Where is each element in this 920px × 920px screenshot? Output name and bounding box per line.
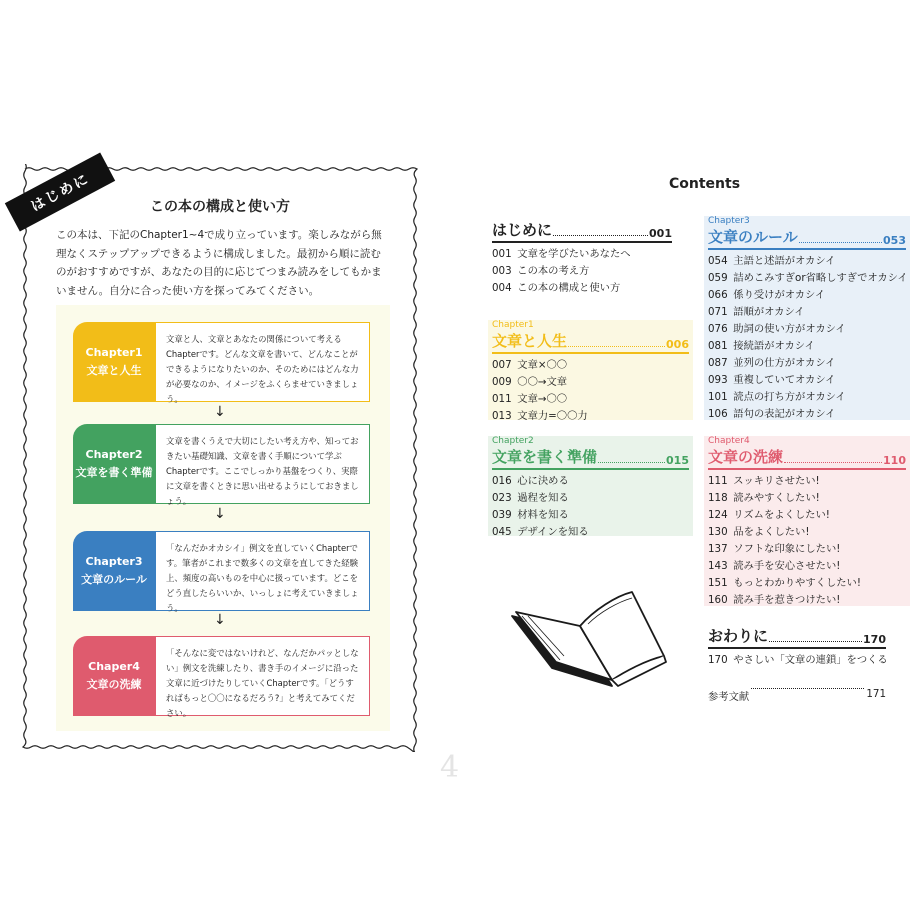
flow-chapter-4: [73, 636, 370, 716]
flow-chapter-1: [73, 322, 370, 402]
toc-section-chapter1: [488, 320, 693, 420]
flow-arrow-3: ↓: [214, 612, 226, 628]
toc-item-title: 文章→〇〇: [514, 393, 568, 405]
toc-c1-heading: [492, 331, 689, 351]
toc-item: [708, 270, 906, 287]
toc-item-title: この本の構成と使い方: [514, 282, 621, 294]
toc-end-title: おわりに: [708, 627, 769, 645]
toc-item-page: 007: [492, 359, 512, 371]
toc-item: [492, 280, 672, 297]
leader-dots: [784, 462, 882, 463]
toc-item: [492, 408, 689, 425]
toc-c2-rule: [492, 468, 689, 470]
toc-item-page: 066: [708, 289, 728, 301]
toc-item-title: 語句の表記がオカシイ: [730, 408, 836, 420]
toc-item-page: 160: [708, 594, 728, 606]
toc-item-title: この本の考え方: [514, 265, 590, 277]
contents-title: Contents: [669, 176, 741, 192]
toc-c1-page: 006: [666, 338, 689, 351]
toc-item: [708, 558, 906, 575]
toc-item-title: 助詞の使い方がオカシイ: [730, 323, 846, 335]
toc-c4-rule: [708, 468, 906, 470]
chapter-2-label-box: [73, 424, 155, 504]
toc-item: [492, 391, 689, 408]
toc-item-title: もっとわかりやすくしたい!: [730, 577, 861, 589]
toc-c4-heading: [708, 447, 906, 467]
toc-item-page: 016: [492, 475, 512, 487]
toc-item: [708, 592, 906, 609]
toc-item-page: 170: [708, 654, 728, 666]
toc-c1-list: [492, 357, 689, 425]
toc-item-page: 009: [492, 376, 512, 388]
toc-item-title: 読みやすくしたい!: [730, 492, 820, 504]
toc-item-title: 過程を知る: [514, 492, 569, 504]
toc-item-page: 011: [492, 393, 512, 405]
toc-section-chapter3: [704, 216, 910, 420]
toc-item-page: 124: [708, 509, 728, 521]
chapter-4-title: 文章の洗練: [86, 678, 142, 691]
toc-item: [708, 372, 906, 389]
chapter-4-desc: 「そんなに変ではないけれど、なんだかパッとしない」例文を洗練したり、書き手のイメージに沿った文章に近づけたりしていくChapterです。「どうすればもっと〇〇になるだろう?」と考えてみてください。: [155, 636, 370, 716]
toc-c3-page: 053: [883, 234, 906, 247]
chapter-1-label-box: [73, 322, 155, 402]
toc-item-title: 〇〇→文章: [514, 376, 568, 388]
toc-item: [708, 287, 906, 304]
leader-dots: [553, 235, 648, 236]
toc-item: [492, 374, 689, 391]
leader-dots: [751, 688, 864, 689]
toc-intro-rule: [492, 241, 672, 243]
leader-dots: [769, 641, 862, 642]
toc-intro-list: [492, 246, 672, 297]
toc-item-title: 品をよくしたい!: [730, 526, 810, 538]
references-label: 参考文献: [708, 691, 750, 703]
toc-item-title: 文章を学びたいあなたへ: [514, 248, 631, 260]
toc-item: [492, 524, 689, 541]
toc-item: [708, 473, 906, 490]
toc-item: [708, 321, 906, 338]
chapter-3-label-box: [73, 531, 155, 611]
toc-end-list: [708, 652, 886, 669]
toc-item-page: 054: [708, 255, 728, 267]
toc-item: [492, 507, 689, 524]
toc-intro-page: 001: [649, 227, 672, 240]
toc-c2-page: 015: [666, 454, 689, 467]
toc-c2-heading: [492, 447, 689, 467]
toc-item: [708, 575, 906, 592]
toc-item-page: 013: [492, 410, 512, 422]
toc-item: [708, 338, 906, 355]
toc-item: [492, 357, 689, 374]
toc-section-chapter4: [704, 436, 910, 606]
flow-chapter-2: [73, 424, 370, 504]
toc-section-ending: [708, 626, 886, 669]
chapter-4-label-box: [73, 636, 155, 716]
toc-item-title: 並列の仕方がオカシイ: [730, 357, 836, 369]
toc-item: [492, 263, 672, 280]
toc-end-page: 170: [863, 633, 886, 646]
toc-c3-title: 文章のルール: [708, 228, 798, 246]
toc-item-title: デザインを知る: [514, 526, 589, 538]
toc-item-page: 130: [708, 526, 728, 538]
toc-item: [708, 389, 906, 406]
toc-c2-title: 文章を書く準備: [492, 448, 598, 466]
toc-c4-title: 文章の洗練: [708, 448, 784, 466]
toc-item-title: 読み手を惹きつけたい!: [730, 594, 841, 606]
toc-c4-page: 110: [883, 454, 906, 467]
chapter-4-label: Chaper4: [88, 660, 140, 673]
intro-title: この本の構成と使い方: [150, 199, 290, 215]
toc-item: [708, 652, 886, 669]
toc-c3-caption: Chapter3: [708, 216, 750, 226]
chapter-1-desc: 文章と人、文章とあなたの関係について考えるChapterです。どんな文章を書いて、どんなことができるようになりたいのか、そのためにはどんな力が必要なのか、イメージをふくらませていきましょう。: [155, 322, 370, 402]
toc-item-page: 076: [708, 323, 728, 335]
toc-end-rule: [708, 647, 886, 649]
toc-c2-caption: Chapter2: [492, 436, 534, 446]
toc-c2-list: [492, 473, 689, 541]
toc-item: [708, 490, 906, 507]
chapter-3-desc: 「なんだかオカシイ」例文を直していくChapterです。筆者がこれまで数多くの文章を直してきた経験上、頻度の高いものを中心に扱っています。どこをどう直したらいいか、いっしょに考えていきましょう。: [155, 531, 370, 611]
toc-item: [492, 473, 689, 490]
intro-tag: はじめに: [5, 153, 115, 232]
toc-item: [708, 406, 906, 423]
toc-item-page: 118: [708, 492, 728, 504]
toc-item-title: 心に決める: [514, 475, 569, 487]
toc-item-title: 材料を知る: [514, 509, 569, 521]
toc-references: [708, 688, 886, 703]
toc-item-title: 読み手を安心させたい!: [730, 560, 841, 572]
toc-item-page: 151: [708, 577, 728, 589]
toc-item-page: 045: [492, 526, 512, 538]
toc-item-title: 重複していてオカシイ: [730, 374, 836, 386]
toc-item-title: 文章×〇〇: [514, 359, 568, 371]
toc-item-title: 文章力=〇〇力: [514, 410, 588, 422]
toc-c1-rule: [492, 352, 689, 354]
toc-item-page: 071: [708, 306, 728, 318]
chapter-3-label: Chapter3: [85, 555, 143, 568]
toc-item-page: 059: [708, 272, 728, 284]
toc-item: [492, 246, 672, 263]
chapter-2-desc: 文章を書くうえで大切にしたい考え方や、知っておきたい基礎知識、文章を書く手順について学ぶChapterです。ここでしっかり基盤をつくり、実際に文章を書くときに思い出せるようにしておきましょう。: [155, 424, 370, 504]
page-number: 4: [440, 750, 460, 785]
toc-c1-caption: Chapter1: [492, 320, 534, 330]
toc-item-title: やさしい「文章の連鎖」をつくる: [730, 654, 888, 666]
toc-item-title: リズムをよくしたい!: [730, 509, 830, 521]
toc-item-page: 106: [708, 408, 728, 420]
chapter-2-title: 文章を書く準備: [75, 466, 153, 479]
toc-c1-title: 文章と人生: [492, 332, 568, 350]
toc-item-page: 003: [492, 265, 512, 277]
toc-item-page: 143: [708, 560, 728, 572]
toc-c4-list: [708, 473, 906, 609]
flow-chapter-3: [73, 531, 370, 611]
open-book-illustration: [508, 586, 668, 690]
toc-item-page: 101: [708, 391, 728, 403]
toc-item-title: 接続語がオカシイ: [730, 340, 815, 352]
intro-body: この本は、下記のChapter1~4で成り立っています。楽しみながら無理なくステップアップできるように構成しました。最初から順に読むのがおすすめですが、あなたの目的に応じてつまみ読みをしてもかまいません。自分に合った使い方を探ってみてください。: [56, 229, 382, 297]
toc-item-page: 081: [708, 340, 728, 352]
toc-item-page: 004: [492, 282, 512, 294]
chapter-2-label: Chapter2: [85, 448, 143, 461]
toc-item: [708, 524, 906, 541]
toc-section-chapter2: [488, 436, 693, 536]
toc-end-heading: [708, 626, 886, 646]
toc-item-page: 087: [708, 357, 728, 369]
toc-item-title: 詰めこみすぎor省略しすぎでオカシイ: [730, 272, 908, 284]
toc-c3-list: [708, 253, 906, 423]
chapter-1-title: 文章と人生: [86, 364, 142, 377]
toc-item-title: 主語と述語がオカシイ: [730, 255, 836, 267]
toc-item: [708, 507, 906, 524]
toc-item: [708, 253, 906, 270]
leader-dots: [598, 462, 665, 463]
toc-intro-heading: [492, 220, 672, 240]
toc-item: [708, 355, 906, 372]
toc-item-page: 137: [708, 543, 728, 555]
toc-item-page: 111: [708, 475, 728, 487]
flow-arrow-1: ↓: [214, 404, 226, 420]
toc-item-title: 係り受けがオカシイ: [730, 289, 826, 301]
toc-item-page: 093: [708, 374, 728, 386]
toc-item-page: 001: [492, 248, 512, 260]
toc-c3-heading: [708, 227, 906, 247]
toc-item-page: 023: [492, 492, 512, 504]
leader-dots: [799, 242, 882, 243]
toc-item-title: ソフトな印象にしたい!: [730, 543, 841, 555]
toc-item-title: 読点の打ち方がオカシイ: [730, 391, 846, 403]
flow-arrow-2: ↓: [214, 506, 226, 522]
toc-c4-caption: Chapter4: [708, 436, 750, 446]
toc-item-title: スッキリさせたい!: [730, 475, 820, 487]
toc-section-intro: [492, 220, 672, 297]
toc-item: [708, 304, 906, 321]
toc-item: [492, 490, 689, 507]
toc-item-page: 039: [492, 509, 512, 521]
chapter-1-label: Chapter1: [85, 346, 143, 359]
leader-dots: [568, 346, 665, 347]
toc-item: [708, 541, 906, 558]
toc-intro-title: はじめに: [492, 221, 553, 239]
chapter-3-title: 文章のルール: [81, 573, 147, 586]
references-page: 171: [866, 688, 886, 700]
toc-c3-rule: [708, 248, 906, 250]
toc-item-title: 語順がオカシイ: [730, 306, 805, 318]
